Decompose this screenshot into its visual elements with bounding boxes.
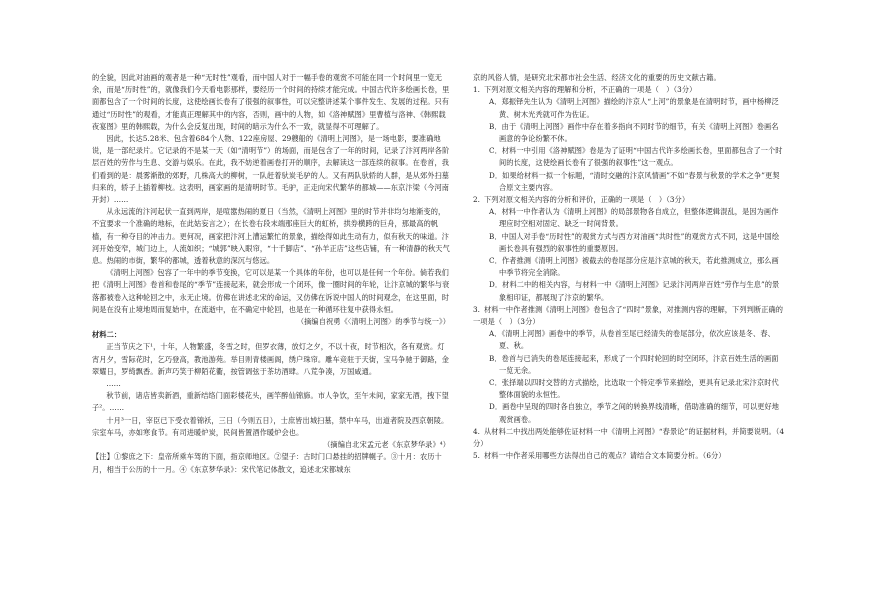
question-1-option-a: A．郑振铎先生认为《清明上河图》描绘的汴京人“上河”的景象是在清明时节，画中杨柳泛黄、树木光秃就可作为佐证。 xyxy=(489,97,779,119)
question-2 xyxy=(473,194,785,206)
right-column xyxy=(473,72,785,463)
question-stem: 材料一中作者推测《清明上河图》卷包含了“四时”景象，对推测内容的理解，下列判断正确的一项是（ ）（3分） xyxy=(473,304,784,327)
question-2-option-a: A．材料一中作者认为《清明上河图》的局部景物各自成立，但整体逻辑混乱，是因为画作理应时空相对固定、缺乏一时间背景。 xyxy=(489,207,779,229)
material-one-source: （摘编自祝勇《〈清明上河图〉的季节与统一》） xyxy=(296,317,450,327)
question-2-option-b: B．中国人对手卷“历时性”的观赏方式与西方对油画“共时性”的观赏方式不同，这是中国绘画长卷具有强烈的叙事性的重要原因。 xyxy=(489,231,780,253)
question-stem: 下列对原文相关内容的分析和评价，正确的一项是（ ）（3分） xyxy=(484,195,690,205)
material-two-ellipsis: …… xyxy=(106,379,121,389)
question-1-option-b: B．由于《清明上河图》画作中存在着多指向不同时节的细节，有关《清明上河图》卷画名画意的争论纷繁不休。 xyxy=(489,121,779,144)
material-two-source: （摘编自北宋孟元老《东京梦华录》⁴） xyxy=(323,440,450,450)
material-two-paragraph-3: 十月³一日，宰臣已下受衣着锦袄，三日（今则五日），士庶皆出城扫墓，禁中车马，出道者院及西京朝陵。宗室车马，亦如寒食节。有司进暖炉炭，民间皆置酒作暖炉会也。 xyxy=(92,415,449,437)
question-3-option-c: C．张择端以四时交替的方式描绘，比选取一个特定季节来描绘，更具有记录北宋汴京时代整体面貌的永恒性。 xyxy=(489,378,779,400)
material-two-paragraph-2: 秋节前，诸店皆卖新酒，重新结络门面彩楼花头，画竿醉仙锦旆。市人争饮，至午未间，家家无酒，拽下望子²。…… xyxy=(92,391,449,413)
material-one-paragraph-1: 的全貌，因此对油画的观者是一种“无时性”观看，而中国人对于一幅手卷的观赏不可能在同一个时间里一览无余，而是“历时性”的，就像我们今天看电影那样，要经历一个时间的持续才能完成。中国古代许多绘画长卷，里面都包含了一个时间的长度，这使绘画长卷有了很强的叙事性，可以完整讲述某个事件发生、发展的过程。只有通过“历时性”的观看，才能真正理解其中的内容，否则，画中的人物，如《洛神赋图》里曹植与洛神、《韩熙载夜宴图》里的韩熙载，为什么会反复出现，时间的暗示为什么不一致，就显得不可理解了。 xyxy=(92,73,450,131)
question-3-option-b: B．卷首与已消失的卷尾连接起来，形成了一个四时轮回的时空闭环，汴京百姓生活的画面一览无余。 xyxy=(489,353,779,375)
question-2-option-c: C．作者推测《清明上河图》被截去的卷尾部分应是汴京城的秋天，若此推测成立，那么画中季节将完全消除。 xyxy=(489,256,779,278)
question-3-option-a: A．《清明上河图》画卷中的季节，从卷首至尾已经清失的卷尾部分，依次应该是冬、春、夏、秋。 xyxy=(489,329,775,351)
question-2-option-d: D．材料二中的相关内容，与材料一中《清明上河图》记录汴河两岸百姓“劳作与生息”的景象相印证，都展现了汴京的繁华。 xyxy=(489,280,780,302)
question-3-option-d: D．画卷中呈现的四时各自独立，季节之间的转换界线清晰，借助准确的细节，可以更好地观赏画卷。 xyxy=(489,402,780,424)
material-two-paragraph-1: 正当节庆之下¹，十年，人物繁盛，冬雪之时，但罗衣薄，放灯之夕，不以十夜，时节相次，各有观赏。灯宵月夕，雪际花时，乞巧登高，教池游苑。举目则青楼画阁，绣户珠帘。雕车竞驻于天街，宝马争驰于御路，金翠耀日，罗绮飘香。新声巧笑于柳陌花衢，按管调弦于茶坊酒肆。八荒争凑，万国咸通。 xyxy=(92,342,450,376)
question-1 xyxy=(473,84,785,96)
left-column xyxy=(92,72,450,476)
question-stem: 材料一中作者采用哪些方法得出自己的观点？请结合文本简要分析。（6分） xyxy=(484,451,726,461)
material-two-heading: 材料二： xyxy=(92,330,122,340)
question-number: 3. xyxy=(473,304,481,314)
question-1-option-c: C．材料一中引用《洛神赋图》卷是为了证明“中国古代许多绘画长卷，里面都包含了一个时间的长度，这使绘画长卷有了很强的叙事性”这一观点。 xyxy=(489,146,783,168)
question-number: 2. xyxy=(473,195,481,205)
question-number: 5. xyxy=(473,451,481,461)
material-one-paragraph-2: 因此，长达5.28米、包含着684个人物、122座房屋、29艘船的《清明上河图》，是一场电影，要准确地说，是一部纪录片。它记录的不是某一天（如“清明节”）的场面，而是包含了一年的时间，记录了汴河两岸各阶层百姓的劳作与生息、交游与娱乐。在此，我不妨逆着画卷打开的顺序，去解读这一部连续的叙事。在卷首，我们看到的是：晨雾渐散的郊野，几株高大的柳树，一队赶着驮炭毛驴的人。又有两队驮轿的人群，是从郊外扫墓归来的，轿子上插着柳枝。这表明，画家画的是清明时节。毛驴，正走向宋代繁华的都城——东京汴梁（今河南开封）…… xyxy=(92,134,450,205)
material-one-paragraph-3: 从永远流的汴河起伏一直到两岸，是喧嚣热闹的夏日（当然，《清明上河图》里的时节并非均匀地渐变的，不宜要求一个准确的地标，在此姑妄言之）；在长卷右段末端那座巨大的虹桥，拱券横跨的巨舟，那最高的帆樯，有一种夺目的冲击力。更何况，画家把汴河上漕运繁忙的景象，描绘得如此生动有力，似有秋天的味道。汴河开始变窄，城门边上，人流如织；“城郭”映入眼帘，“十千脚店”、“孙羊正店”这些店铺，有一种清静的秋天气息。热闹的市街，繁华的都城，透着秋意的深沉与悠远。 xyxy=(92,207,450,266)
material-one-paragraph-4: 《清明上河图》包容了一年中的季节变换，它可以是某一个具体的年份，也可以是任何一个年份。倘若我们把《清明上河图》卷首和卷尾的“季节”连接起来，就会形成一个闭环，像一圈时间的年轮，让汴京城的繁华与衰落都被卷入这种轮回之中，永无止境。仿佛在讲述北宋的命运，又仿佛在诉说中国人的时间观念，在这里面，时间是在没有止境地周而复始中，在流逝中，在不确定中轮回，也是在一种循环往复中获得永恒。 xyxy=(92,268,450,314)
footnote-continuation: 京的风俗人情，是研究北宋都市社会生活、经济文化的重要的历史文献古籍。 xyxy=(473,73,721,82)
question-number: 4. xyxy=(473,426,481,436)
question-stem: 下列对原文相关内容的理解和分析，不正确的一项是（ ）（3分） xyxy=(484,85,697,95)
question-number: 1. xyxy=(473,85,481,95)
question-5 xyxy=(473,450,785,462)
question-3 xyxy=(473,304,785,328)
question-stem: 从材料二中找出两处能够佐证材料一中《清明上河图》“春景论”的证据材料，并简要说明。（4分） xyxy=(473,426,785,449)
question-1-option-d: D．如果给材料一拟一个标题，“清时交融的汴京风情画”不如“春景与秋景的学术之争”更契合原文主要内容。 xyxy=(489,170,780,192)
footnote: 【注】①黎庶之下：皇帝所乘车驾的下面，指京师地区。②望子：古时门口悬挂的招牌幌子。③十月：农历十月，相当于公历的十一月。④《东京梦华录》：宋代笔记体散文，追述北宋都城东 xyxy=(92,452,442,474)
question-4 xyxy=(473,426,785,450)
